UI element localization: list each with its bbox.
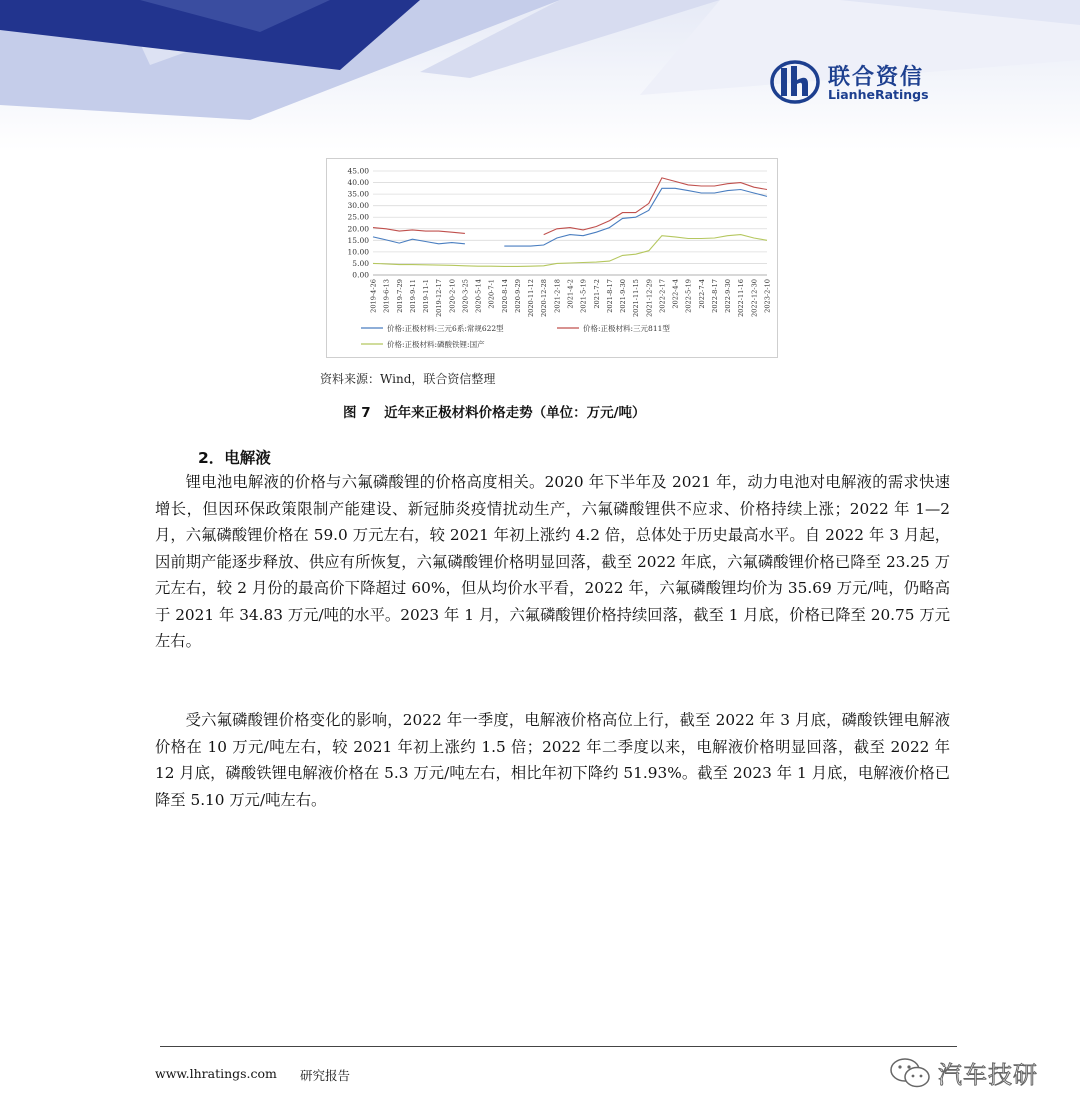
y-tick-label: 10.00: [347, 247, 369, 257]
price-chart: [326, 158, 778, 358]
x-tick-label: 2021-12-29: [645, 279, 654, 318]
x-tick-label: 2019-12-17: [435, 279, 444, 318]
figure-caption: 图 7 近年来正极材料价格走势（单位：万元/吨）: [343, 405, 646, 421]
x-tick-label: 2019-9-11: [408, 279, 417, 313]
x-tick-label: 2022-5-19: [684, 279, 693, 313]
series-line: [373, 235, 767, 267]
x-tick-label: 2021-11-15: [632, 279, 641, 318]
x-tick-label: 2020-9-29: [513, 279, 522, 313]
x-tick-label: 2020-5-14: [474, 279, 483, 313]
x-tick-label: 2021-2-18: [553, 279, 562, 313]
y-tick-label: 35.00: [347, 189, 369, 199]
chart-series: [373, 178, 767, 267]
x-tick-label: 2019-6-13: [382, 279, 391, 313]
chart-canvas: [327, 159, 777, 357]
chart-x-ticks: [370, 279, 772, 317]
series-line: [544, 178, 767, 235]
figure-source: 资料来源：Wind，联合资信整理: [320, 372, 496, 386]
wechat-icon: [888, 1056, 932, 1090]
chart-series-group: [373, 235, 767, 267]
y-tick-label: 15.00: [347, 235, 369, 245]
x-tick-label: 2022-11-16: [737, 279, 746, 318]
x-tick-label: 2020-7-1: [487, 279, 496, 309]
y-tick-label: 40.00: [347, 178, 369, 188]
x-tick-label: 2022-4-4: [671, 279, 680, 309]
chart-legend: [361, 323, 670, 349]
x-tick-label: 2019-11-1: [422, 279, 431, 313]
x-tick-label: 2022-7-4: [697, 279, 706, 309]
y-tick-label: 20.00: [347, 224, 369, 234]
lianhe-logo-icon: [770, 60, 820, 104]
y-tick-label: 30.00: [347, 201, 369, 211]
body-paragraph: 锂电池电解液的价格与六氟磷酸锂的价格高度相关。2020 年下半年及 2021 年，动力电池对电解液的需求快速增长，但因环保政策限制产能建设、新冠肺炎疫情扰动生产，六氟磷酸锂供不应求、价格持续上涨；2022 年 1—2 月，六氟磷酸锂价格在 59.0 万元左右，较 2021 年初上涨约 4.2 倍，总体处于历史最高水平。自 2022 年 3 月起，因前期产能逐步释放、供应有所恢复，六氟磷酸锂价格明显回落，截至 2022 年底，六氟磷酸锂价格已降至 23.25 万元左右，较 2 月份的最高价下降超过 60%，但从均价水平看，2022 年，六氟磷酸锂均价为 35.69 万元/吨，仍略高于 2021 年 34.83 万元/吨的水平。2023 年 1 月，六氟磷酸锂价格持续回落，截至 1 月底，价格已降至 20.75 万元左右。: [155, 473, 950, 650]
footer-website-link[interactable]: www.lhratings.com: [155, 1066, 277, 1081]
footer-doc-type: 研究报告: [300, 1068, 351, 1083]
legend-label: 价格:正极材料:磷酸铁锂:国产: [387, 340, 485, 349]
x-tick-label: 2021-7-2: [592, 279, 601, 309]
x-tick-label: 2021-8-17: [605, 279, 614, 313]
y-tick-label: 45.00: [347, 166, 369, 176]
body-paragraph: 受六氟磷酸锂价格变化的影响，2022 年一季度，电解液价格高位上行，截至 2022 年 3 月底，磷酸铁锂电解液价格在 10 万元/吨左右，较 2021 年初上涨约 1.5 倍；2022 年二季度以来，电解液价格明显回落，截至 2022 年 12 月底，磷酸铁锂电解液价格在 5.3 万元/吨左右，相比年初下降约 51.93%。截至 2023 年 1 月底，电解液价格已降至 5.10 万元/吨左右。: [155, 711, 950, 809]
x-tick-label: 2023-2-10: [763, 279, 772, 313]
x-tick-label: 2022-8-17: [710, 279, 719, 313]
x-tick-label: 2021-4-2: [566, 279, 575, 309]
section-title: 2．电解液: [198, 449, 271, 467]
watermark-text: 汽车技研: [938, 1061, 1038, 1089]
x-tick-label: 2020-3-25: [461, 279, 470, 313]
company-logo: [770, 58, 970, 108]
chart-gridlines: [373, 171, 767, 275]
x-tick-label: 2020-12-28: [540, 279, 549, 318]
x-tick-label: 2019-7-29: [395, 279, 404, 313]
x-tick-label: 2022-12-30: [750, 279, 759, 318]
x-tick-label: 2022-9-30: [724, 279, 733, 313]
x-tick-label: 2020-8-14: [500, 279, 509, 313]
y-tick-label: 25.00: [347, 212, 369, 222]
y-tick-label: 5.00: [352, 258, 369, 268]
y-tick-label: 0.00: [352, 270, 369, 280]
x-tick-label: 2020-11-12: [527, 279, 536, 318]
chart-series-group: [373, 178, 767, 235]
chart-y-ticks: [348, 167, 370, 280]
x-tick-label: 2019-4-26: [369, 279, 378, 313]
footer-divider: [160, 1046, 957, 1047]
watermark: [888, 1054, 1058, 1090]
logo-name-cn: 联合资信: [828, 65, 925, 90]
legend-label: 价格:正极材料:三元811型: [583, 324, 670, 333]
x-tick-label: 2021-5-19: [579, 279, 588, 313]
logo-name-en: LianheRatings: [828, 87, 929, 102]
x-tick-label: 2022-2-17: [658, 279, 667, 313]
x-tick-label: 2020-2-10: [448, 279, 457, 313]
x-tick-label: 2021-9-30: [619, 279, 628, 313]
legend-label: 价格:正极材料:三元6系:常规622型: [387, 324, 504, 333]
